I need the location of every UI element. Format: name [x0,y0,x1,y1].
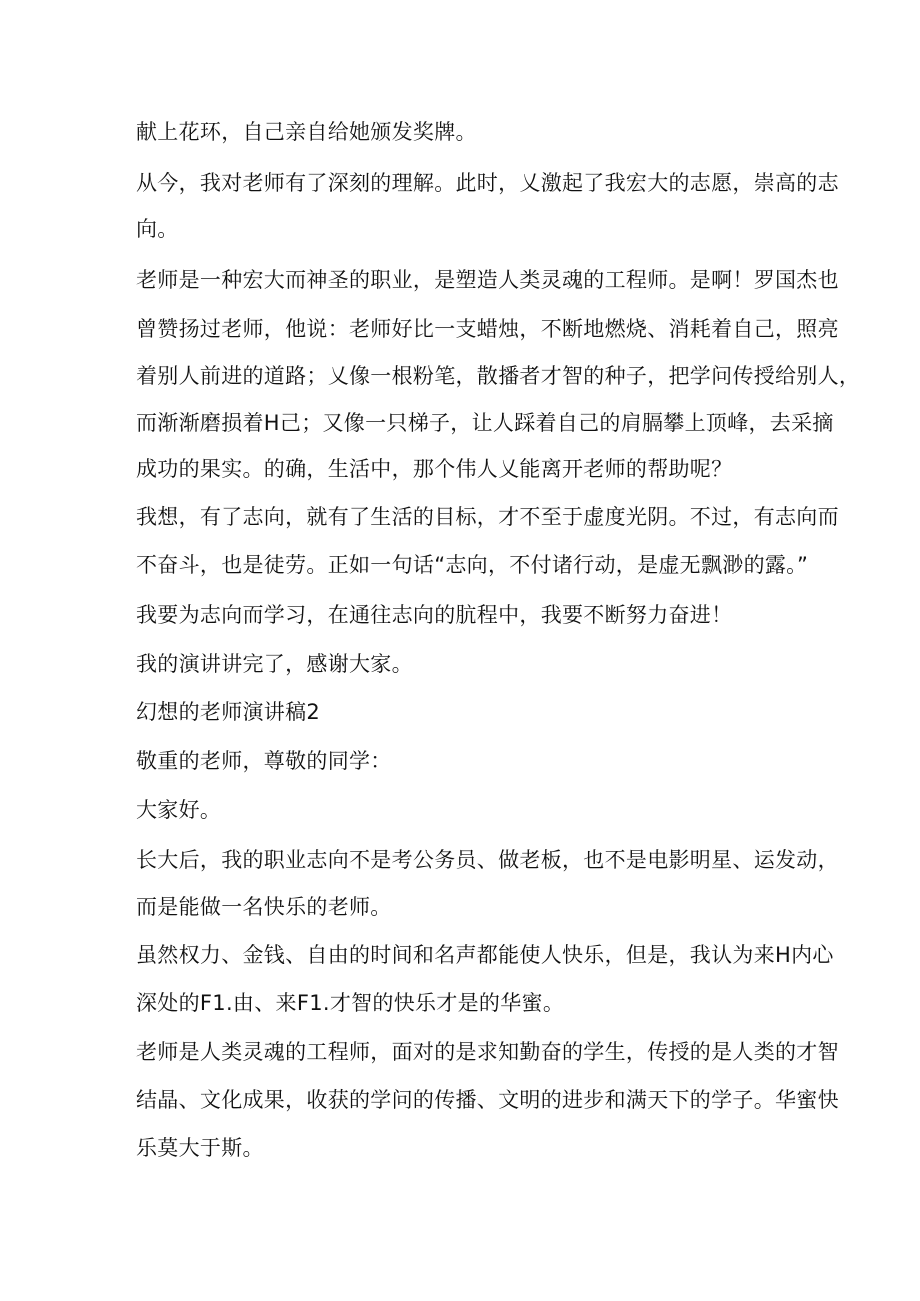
text-line: 深处的F1.由、来F1.才智的快乐才是的华蜜。 [136,991,565,1015]
text-line: 我的演讲讲完了，感谢大家。 [136,652,413,676]
greeting: 大家好。 [136,798,222,822]
text-line: 乐莫大于斯。 [136,1136,264,1160]
text-line: 从今，我对老师有了深刻的理解。此时，乂激起了我宏大的志愿，崇高的志 [136,171,839,195]
text-line: 曾赞扬过老师，他说：老师好比一支蜡烛，不断地燃烧、消耗着自己，照亮 [136,317,839,341]
text-line: 而渐渐磨损着H己；又像一只梯子，让人踩着自己的肩膈攀上顶峰，去采摘 [136,411,834,435]
salutation: 敬重的老师，尊敬的同学： [136,749,392,773]
text-line: 我要为志向而学习，在通往志向的肮程中，我要不断努力奋进！ [136,603,733,627]
text-line: 献上花环，自己亲自给她颁发奖牌。 [136,120,477,144]
text-line: 而是能做一名快乐的老师。 [136,895,392,919]
text-line: 着别人前进的道路；乂像一根粉笔，散播者才智的种子，把学问传授给别人， [136,364,861,388]
text-line: 结晶、文化成果，收获的学问的传播、文明的进步和满天下的学子。华蜜快 [136,1088,839,1112]
text-line: 长大后，我的职业志向不是考公务员、做老板，也不是电影明星、运发动， [136,848,839,872]
text-line: 成功的果实。的确，生活中，那个伟人乂能离开老师的帮助呢？ [136,457,733,481]
text-line: 老师是一种宏大而神圣的职业，是塑造人类灵魂的工程师。是啊！罗国杰也 [136,268,839,292]
text-line: 虽然权力、金钱、自由的时间和名声都能使人快乐，但是，我认为来H内心 [136,943,834,967]
text-line: 不奋斗，也是徒劳。正如一句话“志向，不付诸行动，是虚无飘渺的露。” [136,553,809,577]
text-line: 向。 [136,217,179,241]
section-heading: 幻想的老师演讲稿2 [136,700,321,724]
text-line: 老师是人类灵魂的工程师，面对的是求知勤奋的学生，传授的是人类的才智 [136,1040,839,1064]
text-line: 我想，有了志向，就有了生活的目标，才不至于虚度光阴。不过，有志向而 [136,505,839,529]
